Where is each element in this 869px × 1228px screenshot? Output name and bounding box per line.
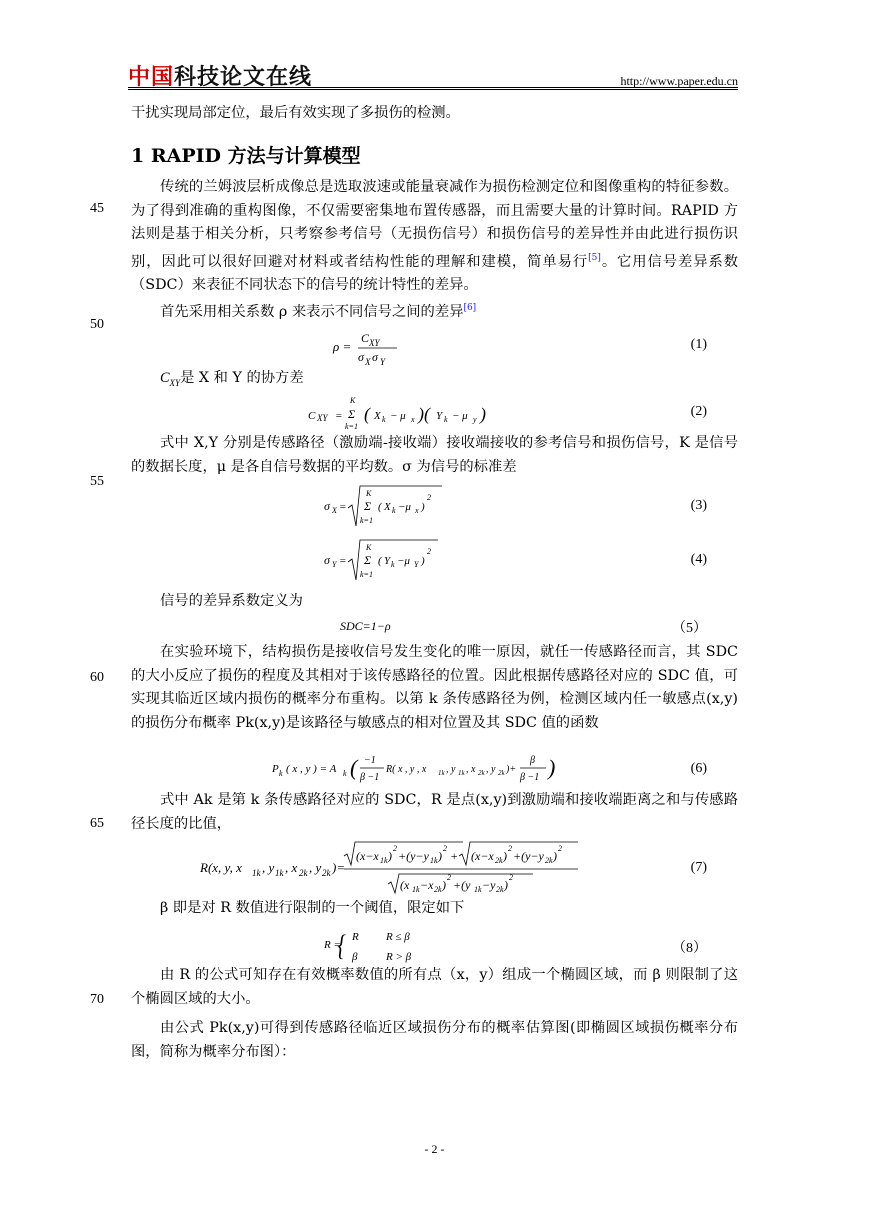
equation-7 bbox=[200, 838, 600, 896]
svg-text:C: C bbox=[308, 410, 316, 422]
svg-text:+(y−y: +(y−y bbox=[513, 849, 544, 863]
paragraph-1: 传统的兰姆波层析成像总是选取波速或能量衰减作为损伤检测定位和图像重构的特征参数。为了得到准确的重构图像，不仅需要密集地布置传感器，而且需要大量的计算时间。RAPID 方法则是基于相关分析，只考察参考信号（无损伤信号）和损伤信号的差异性并由此进行损伤识别，因此可以很好回避对材料或者结构性能的理解和建模，简单易行[5]。它用信号差异系数（SDC）来表征不同状态下的信号的统计特性的差异。 bbox=[131, 179, 739, 293]
svg-text:k: k bbox=[391, 560, 395, 569]
citation-link[interactable]: [5] bbox=[588, 252, 601, 263]
svg-text:R ≤ β: R ≤ β bbox=[386, 931, 410, 943]
equation-5: SDC=1−ρ bbox=[340, 619, 391, 633]
line-number: 50 bbox=[90, 317, 104, 332]
svg-text:Y: Y bbox=[332, 560, 337, 569]
svg-text:x: x bbox=[411, 415, 415, 424]
svg-text:β: β bbox=[352, 951, 358, 963]
svg-text:2: 2 bbox=[558, 844, 562, 853]
journal-logo: 中国科技论文在线 bbox=[128, 65, 313, 90]
svg-text:): ) bbox=[503, 849, 507, 863]
svg-text:σ: σ bbox=[358, 350, 364, 364]
svg-text:): ) bbox=[388, 849, 392, 863]
svg-text:(: ( bbox=[350, 755, 358, 780]
line-number: 45 bbox=[90, 201, 104, 216]
svg-text:R > β: R > β bbox=[386, 951, 412, 963]
intro-line: 干扰实现局部定位，最后有效实现了多损伤的检测。 bbox=[131, 105, 460, 121]
svg-text:k: k bbox=[279, 769, 283, 778]
svg-text:X: X bbox=[384, 501, 391, 513]
svg-text:Y: Y bbox=[380, 357, 386, 367]
svg-text:+(y: +(y bbox=[453, 878, 471, 892]
svg-text:1k: 1k bbox=[438, 769, 445, 777]
svg-text:R( x , y , x: R( x , y , x bbox=[386, 764, 427, 775]
svg-text:Σ: Σ bbox=[348, 407, 356, 421]
svg-text:2k: 2k bbox=[495, 856, 503, 865]
svg-text:Y: Y bbox=[414, 560, 419, 569]
svg-text:): ) bbox=[480, 404, 486, 424]
svg-text:2: 2 bbox=[508, 844, 512, 853]
paragraph-9: 由公式 Pk(x,y)可得到传感路径临近区域损伤分布的概率估算图(即椭圆区域损伤概率分布图，简称为概率分布图）： bbox=[131, 1020, 738, 1060]
svg-text:− μ: − μ bbox=[452, 410, 468, 422]
svg-text:K: K bbox=[366, 489, 372, 498]
svg-text:): ) bbox=[442, 878, 446, 892]
svg-text:−μ: −μ bbox=[397, 555, 410, 567]
svg-text:2: 2 bbox=[447, 873, 451, 882]
svg-text:−1: −1 bbox=[364, 755, 376, 766]
svg-text:k: k bbox=[392, 506, 396, 515]
equation-3 bbox=[322, 482, 452, 530]
equation-8 bbox=[322, 926, 432, 968]
svg-text:k=1: k=1 bbox=[345, 422, 358, 431]
svg-text:β −1: β −1 bbox=[520, 772, 540, 783]
svg-text:(x−x: (x−x bbox=[471, 849, 494, 863]
page-number: - 2 - bbox=[424, 1142, 445, 1156]
svg-text:k=1: k=1 bbox=[360, 516, 373, 525]
equation-2 bbox=[308, 393, 508, 435]
cxy-definition: $C_{XY}$是 X 和 Y 的协方差 bbox=[160, 370, 304, 388]
svg-text:K: K bbox=[366, 543, 372, 552]
svg-text:(x: (x bbox=[400, 878, 410, 892]
svg-text:2k: 2k bbox=[545, 856, 553, 865]
svg-text:1k: 1k bbox=[275, 868, 284, 878]
paragraph-5: 在实验环境下，结构损伤是接收信号发生变化的唯一原因，就任一传感路径而言，其 SDC 的大小反应了损伤的程度及其相对于该传感路径的位置。因此根据传感路径对应的 SDC 值，可实现其临近区域内损伤的概率分布重构。以第 k 条传感路径为例，检测区域内任一敏感点(x,y)的损伤分布概率 Pk(x,y)是该路径与敏感点的相对位置及其 SDC 值的函数 bbox=[131, 644, 738, 731]
svg-text:− μ: − μ bbox=[390, 410, 406, 422]
svg-text:+: + bbox=[450, 849, 459, 863]
svg-text:R: R bbox=[352, 931, 359, 943]
svg-text:)+: )+ bbox=[506, 764, 517, 775]
svg-text:, x: , x bbox=[466, 764, 476, 775]
svg-text:x: x bbox=[415, 506, 419, 515]
svg-text:Y: Y bbox=[436, 410, 443, 422]
svg-text:(x−x: (x−x bbox=[356, 849, 379, 863]
svg-text:X: X bbox=[365, 357, 371, 367]
svg-text:k: k bbox=[343, 769, 347, 778]
equation-number: (2) bbox=[690, 404, 707, 419]
header-url[interactable]: http://www.paper.edu.cn bbox=[620, 74, 738, 88]
equation-number: (4) bbox=[690, 552, 707, 567]
svg-text:XY: XY bbox=[317, 413, 328, 423]
section-title: 1 RAPID 方法与计算模型 bbox=[131, 145, 361, 167]
svg-text:): ) bbox=[421, 501, 425, 513]
equation-number: (7) bbox=[690, 860, 707, 875]
svg-text:P: P bbox=[272, 763, 279, 775]
line-number: 65 bbox=[90, 816, 104, 831]
svg-text:2k: 2k bbox=[322, 868, 331, 878]
svg-text:k: k bbox=[382, 415, 386, 424]
svg-text:(: ( bbox=[378, 555, 382, 567]
svg-text:1k: 1k bbox=[430, 856, 438, 865]
svg-text:2: 2 bbox=[443, 844, 447, 853]
svg-text:−y: −y bbox=[482, 878, 496, 892]
equation-4 bbox=[322, 536, 452, 584]
svg-text:Σ: Σ bbox=[364, 499, 372, 513]
svg-text:2k: 2k bbox=[478, 769, 485, 777]
line-number: 55 bbox=[90, 474, 104, 489]
line-number: 70 bbox=[90, 992, 104, 1007]
svg-text:2k: 2k bbox=[299, 868, 308, 878]
svg-text:): ) bbox=[421, 555, 425, 567]
svg-text:2: 2 bbox=[427, 493, 431, 502]
svg-text:, y: , y bbox=[262, 860, 275, 875]
svg-text:, y: , y bbox=[446, 764, 456, 775]
equation-number: (3) bbox=[690, 498, 707, 513]
svg-text:{: { bbox=[337, 928, 346, 962]
svg-text:y: y bbox=[473, 415, 477, 424]
paragraph-3: 式中 X,Y 分别是传感路径（激励端-接收端）接收端接收的参考信号和损伤信号，K 是信号的数据长度，μ 是各自信号数据的平均数。σ 为信号的标准差 bbox=[131, 435, 738, 475]
svg-text:)(: )( bbox=[418, 404, 430, 424]
svg-text:, y: , y bbox=[309, 860, 322, 875]
svg-text:(: ( bbox=[364, 404, 370, 424]
svg-text:): ) bbox=[504, 878, 508, 892]
svg-text:−x: −x bbox=[420, 878, 434, 892]
svg-text:2k: 2k bbox=[496, 885, 504, 894]
svg-text:2: 2 bbox=[427, 547, 431, 556]
paragraph-8: 由 R 的公式可知存在有效概率数值的所有点（x，y）组成一个椭圆区域，而 β 则限制了这个椭圆区域的大小。 bbox=[131, 967, 738, 1007]
svg-text:σ: σ bbox=[324, 553, 330, 567]
svg-text:ρ =: ρ = bbox=[333, 339, 352, 354]
paragraph-7: β 即是对 R 数值进行限制的一个阈值，限定如下 bbox=[160, 900, 465, 916]
svg-text:X: X bbox=[374, 410, 381, 422]
equation-1 bbox=[325, 327, 425, 369]
paragraph-2: 首先采用相关系数 ρ 来表示不同信号之间的差异[6] bbox=[160, 303, 477, 320]
svg-text:Σ: Σ bbox=[364, 553, 372, 567]
svg-text:): ) bbox=[438, 849, 442, 863]
equation-number: （8） bbox=[672, 941, 707, 956]
equation-6 bbox=[268, 748, 568, 788]
svg-text:X: X bbox=[332, 506, 337, 515]
svg-text:R(x, y, x: R(x, y, x bbox=[200, 860, 242, 875]
equation-number: (1) bbox=[690, 337, 707, 352]
svg-text:): ) bbox=[553, 849, 557, 863]
svg-text:2: 2 bbox=[393, 844, 397, 853]
paragraph-4: 信号的差异系数定义为 bbox=[160, 593, 303, 609]
svg-text:−μ: −μ bbox=[398, 501, 411, 513]
svg-text:1k: 1k bbox=[412, 885, 420, 894]
header-rule bbox=[128, 87, 738, 88]
svg-text:1k: 1k bbox=[474, 885, 482, 894]
svg-text:2k: 2k bbox=[434, 885, 442, 894]
svg-text:σ: σ bbox=[372, 350, 378, 364]
svg-text:1k: 1k bbox=[458, 769, 465, 777]
svg-text:=: = bbox=[335, 410, 343, 422]
paragraph-6: 式中 Ak 是第 k 条传感路径对应的 SDC，R 是点(x,y)到激励端和接收端距离之和与传感路径长度的比值， bbox=[131, 792, 738, 832]
svg-text:, x: , x bbox=[285, 860, 298, 875]
svg-text:2k: 2k bbox=[498, 769, 505, 777]
svg-text:)=: )= bbox=[332, 860, 346, 875]
svg-text:(: ( bbox=[378, 501, 382, 513]
svg-text:=: = bbox=[339, 555, 347, 567]
svg-text:k: k bbox=[444, 415, 448, 424]
svg-text:1k: 1k bbox=[252, 868, 261, 878]
svg-text:R =: R = bbox=[324, 939, 341, 951]
citation-link[interactable]: [6] bbox=[463, 303, 477, 313]
equation-number: （5） bbox=[672, 621, 707, 636]
line-number: 60 bbox=[90, 670, 104, 685]
svg-text:=: = bbox=[339, 501, 347, 513]
svg-text:): ) bbox=[548, 755, 556, 780]
svg-text:β: β bbox=[530, 755, 535, 766]
svg-text:K: K bbox=[350, 396, 356, 405]
svg-text:C: C bbox=[361, 331, 370, 345]
header-rule-2 bbox=[128, 89, 738, 90]
svg-text:XY: XY bbox=[369, 338, 380, 348]
svg-text:( x , y ) = A: ( x , y ) = A bbox=[286, 763, 337, 775]
svg-text:σ: σ bbox=[324, 499, 330, 513]
svg-text:2: 2 bbox=[509, 873, 513, 882]
svg-text:Y: Y bbox=[384, 555, 391, 567]
svg-text:k=1: k=1 bbox=[360, 570, 373, 579]
equation-number: (6) bbox=[690, 761, 707, 776]
svg-text:, y: , y bbox=[486, 764, 496, 775]
svg-text:1k: 1k bbox=[380, 856, 388, 865]
svg-text:+(y−y: +(y−y bbox=[398, 849, 429, 863]
svg-text:β −1: β −1 bbox=[360, 772, 380, 783]
